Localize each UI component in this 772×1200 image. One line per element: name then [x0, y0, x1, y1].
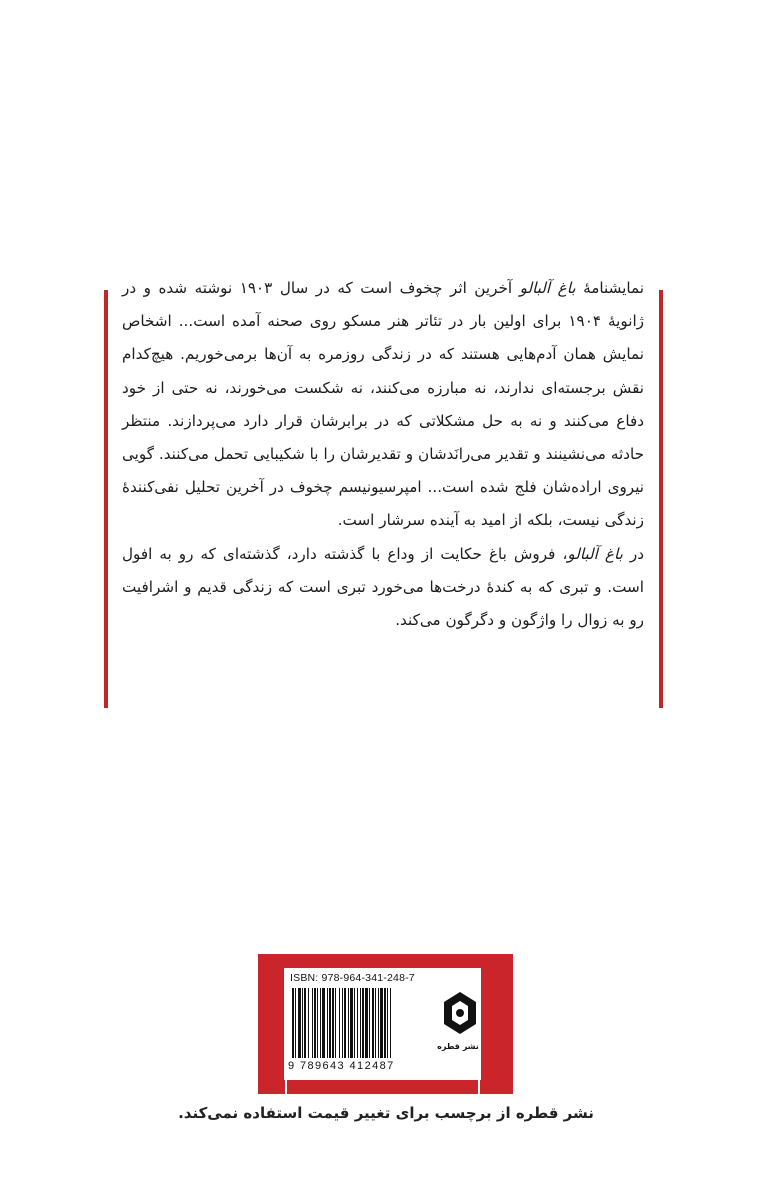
publisher-logo-text: نشر قطره [437, 1042, 479, 1051]
isbn-text: ISBN: 978-964-341-248-7 [290, 972, 415, 984]
barcode-label [284, 968, 481, 1080]
price-sticker-notice: نشر قطره از برچسب برای تغییر قیمت استفاده نمی‌کند. [178, 1104, 594, 1122]
book-title-italic: باغ آلبالو [519, 279, 576, 297]
description-paragraph-1: نمایشنامهٔ باغ آلبالو آخرین اثر چخوف است که در سال ۱۹۰۳ نوشته شده و در ژانویهٔ ۱۹۰۴ برای اولین بار در تئاتر هنر مسکو روی صحنه آمده است... اشخاص نمایش همان آدم‌هایی هستند که در زندگی روزمره به آن‌ها برمی‌خوریم. هیچ‌کدام نقش برجسته‌ای ندارند، نه مبارزه می‌کنند، نه شکست می‌خورند، نه حتی از خود دفاع می‌کنند و نه به حل مشکلاتی که در برابرشان قرار دارد می‌پردازند. منتظر حادثه می‌نشینند و تقدیر می‌رانَدشان و تقدیرشان را با شکیبایی تحمل می‌کنند. گویی نیروی اراده‌شان فلج شده است... امپرسیونیسم چخوف در آخرین تحلیل نفی‌کنندهٔ زندگی نیست، بلکه از امید به آینده سرشار است. [122, 279, 644, 530]
ean-digits: 9 789643 412487 [288, 1060, 395, 1072]
back-cover-description [122, 272, 644, 637]
barcode-panel-legs [284, 1080, 481, 1096]
left-red-rule [104, 290, 108, 708]
description-paragraph-2: در باغ آلبالو، فروش باغ حکایت از وداع با گذشته دارد، گذشته‌ای که رو به افول است. و تبری که به کندهٔ درخت‌ها می‌خورد تبری است که زندگی قدیم و اشرافیت رو به زوال را واژگون و دگرگون می‌کند. [122, 544, 644, 630]
book-title-italic: باغ آلبالو [567, 544, 623, 563]
publisher-logo-icon [442, 990, 478, 1050]
right-red-rule [659, 290, 663, 708]
barcode-bars-icon [290, 988, 440, 1058]
